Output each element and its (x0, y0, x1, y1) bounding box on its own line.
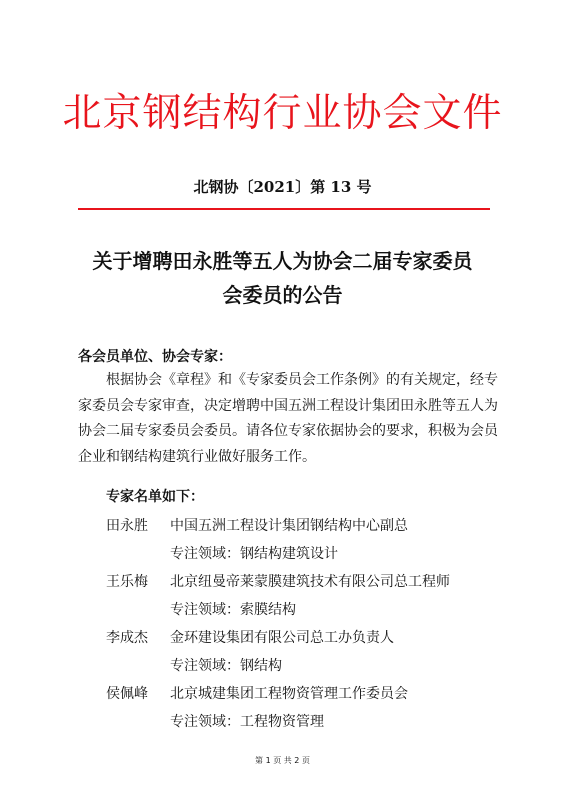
document-header-title: 北京钢结构行业协会文件 (62, 91, 503, 136)
body-paragraph: 根据协会《章程》和《专家委员会工作条例》的有关规定，经专家委员会专家审查，决定增聘中国五洲工程设计集团田永胜等五人为协会二届专家委员会委员。请各位专家依据协会的要求，积极为会员企业和钢结构建筑行业做好服务工作。 (78, 372, 498, 465)
expert-entry (106, 512, 506, 568)
expert-entry (106, 624, 506, 680)
expert-entry (106, 568, 506, 624)
notice-title (70, 244, 495, 312)
expert-list-heading: 专家名单如下： (106, 489, 204, 505)
document-number: 北钢协〔2021〕第 13 号 (193, 178, 372, 196)
expert-field: 专注领域：工程物资管理 (170, 714, 324, 730)
expert-org: 金环建设集团有限公司总工办负责人 (170, 630, 394, 646)
expert-name: 王乐梅 (106, 574, 148, 590)
expert-org: 北京纽曼帝莱蒙膜建筑技术有限公司总工程师 (170, 574, 450, 590)
expert-field: 专注领域：索膜结构 (170, 602, 296, 618)
expert-name: 田永胜 (106, 518, 148, 534)
header-divider (78, 208, 490, 210)
expert-field: 专注领域：钢结构建筑设计 (170, 546, 338, 562)
expert-org: 北京城建集团工程物资管理工作委员会 (170, 686, 408, 702)
expert-name: 侯佩峰 (106, 686, 148, 702)
salutation: 各会员单位、协会专家： (78, 349, 232, 365)
expert-list (106, 512, 506, 736)
notice-title-line-1: 关于增聘田永胜等五人为协会二届专家委员 (92, 249, 473, 273)
page-footer: 第 1 页 共 2 页 (255, 756, 310, 765)
expert-entry (106, 680, 506, 736)
expert-field: 专注领域：钢结构 (170, 658, 282, 674)
expert-org: 中国五洲工程设计集团钢结构中心副总 (170, 518, 408, 534)
expert-name: 李成杰 (106, 630, 148, 646)
notice-title-line-2: 会委员的公告 (222, 283, 343, 307)
